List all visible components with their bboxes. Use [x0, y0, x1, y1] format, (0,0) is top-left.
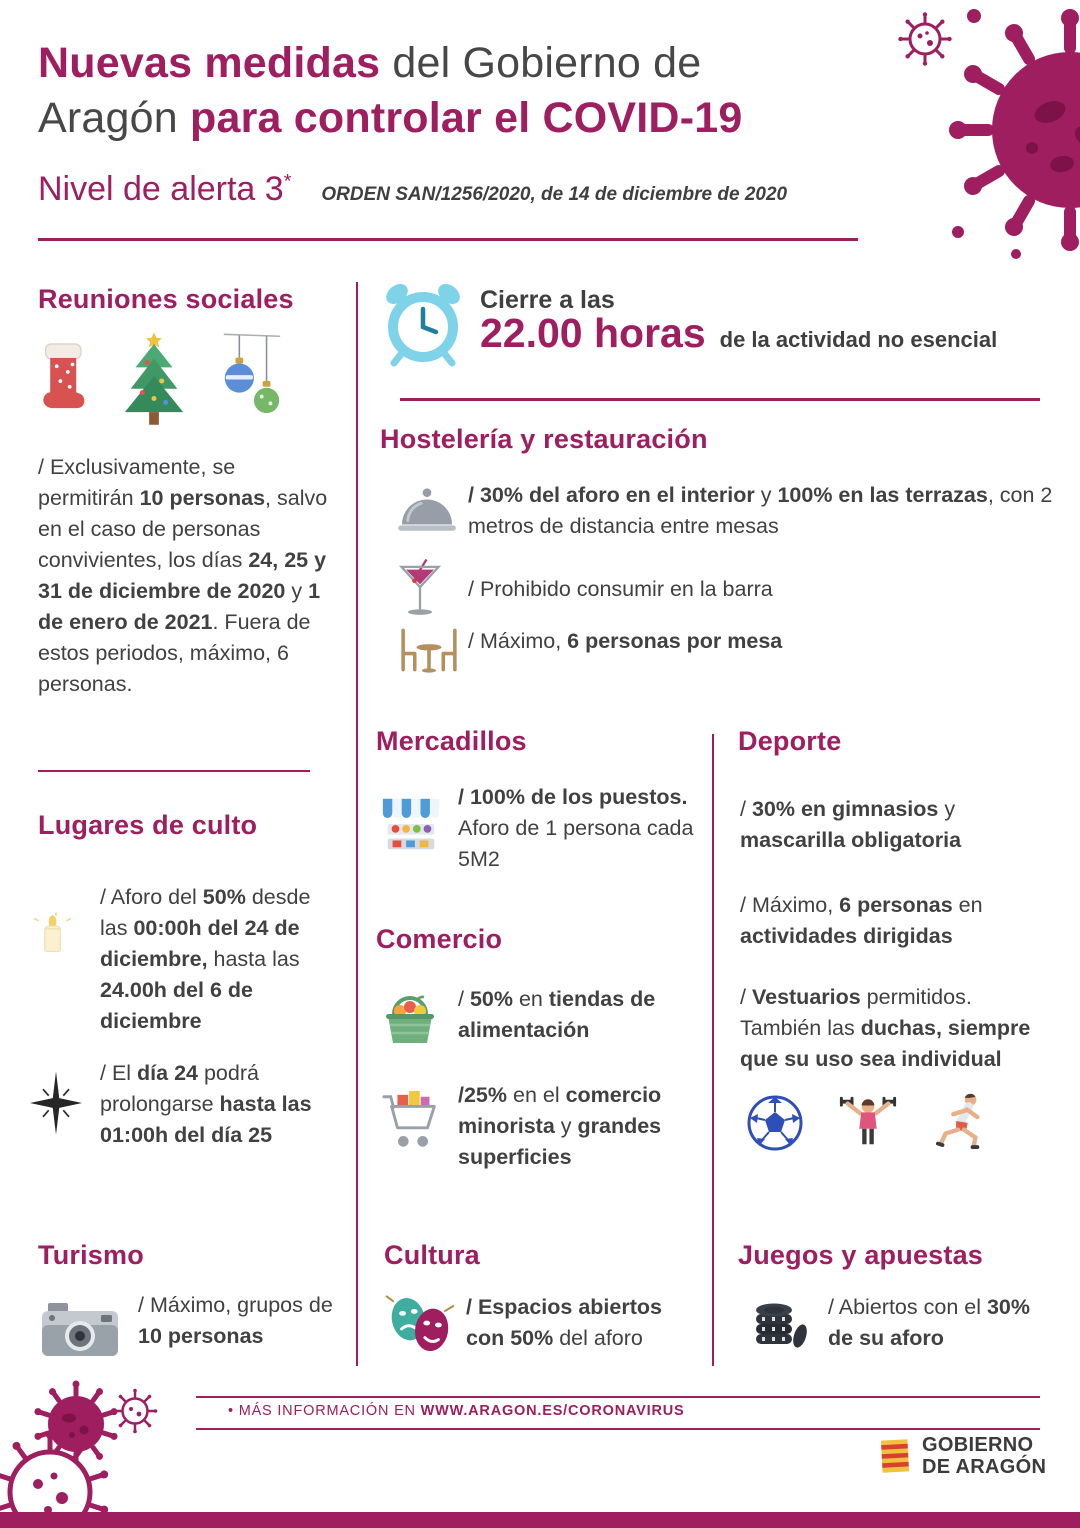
- culto-item-2: [30, 1058, 342, 1151]
- weightlifter-icon: [838, 1092, 898, 1152]
- large-virus-icon: [938, 0, 1080, 282]
- candle-icon: [30, 908, 82, 960]
- logo-line-1: GOBIERNO: [922, 1434, 1034, 1456]
- footer-info: • MÁS INFORMACIÓN EN WWW.ARAGON.ES/CORONAVIRUS: [228, 1403, 685, 1419]
- section-title-hosteleria: Hostelería y restauración: [380, 424, 708, 454]
- soccer-ball-icon: [746, 1094, 804, 1152]
- christmas-icons-row: [40, 330, 286, 430]
- mercadillos-item-text: / 100% de los puestos. Aforo de 1 persona cada 5M2: [458, 785, 694, 871]
- order-reference: ORDEN SAN/1256/2020, de 14 de diciembre de 2020: [321, 184, 788, 205]
- logo-line-2: DE ARAGÓN: [922, 1456, 1047, 1478]
- cultura-item: [384, 1292, 700, 1356]
- camera-icon: [38, 1298, 122, 1360]
- section-title-cultura: Cultura: [384, 1240, 480, 1270]
- logo-text: [922, 1434, 1046, 1478]
- hosteleria-item-2: [396, 556, 1056, 622]
- mercadillos-item: [380, 782, 696, 875]
- hosteleria-item-3: [396, 622, 1056, 676]
- section-title-reuniones: Reuniones sociales: [38, 284, 294, 314]
- hosteleria-item-1: [396, 480, 1056, 542]
- left-divider: [38, 770, 310, 772]
- closure-detail: de la actividad no esencial: [719, 327, 998, 352]
- footer-virus-small-icon: [112, 1388, 158, 1434]
- juegos-item: [748, 1292, 1046, 1354]
- section-title-mercadillos: Mercadillos: [376, 726, 527, 756]
- poker-chips-icon: [748, 1296, 810, 1354]
- sub-vertical-divider: [712, 734, 714, 1366]
- section-title-culto: Lugares de culto: [38, 810, 258, 840]
- aragon-flag-icon: [878, 1435, 912, 1477]
- bottom-accent-bar: [0, 1512, 1080, 1528]
- gobierno-aragon-logo: [878, 1434, 1046, 1478]
- alert-asterisk: *: [283, 170, 292, 193]
- header-divider: [38, 238, 858, 241]
- culto-item-1-text: / Aforo del 50% desde las 00:00h del 24 de diciembre, hasta las 24.00h del 6 de diciembre: [100, 885, 311, 1033]
- section-title-juegos: Juegos y apuestas: [738, 1240, 984, 1270]
- hosteleria-item-2-text: / Prohibido consumir en la barra: [468, 577, 773, 601]
- closure-divider: [400, 398, 1040, 401]
- table-chairs-icon: [396, 624, 462, 676]
- stocking-icon: [40, 336, 92, 430]
- section-title-deporte: Deporte: [738, 726, 842, 756]
- alarm-clock-icon: [380, 281, 466, 367]
- cloche-icon: [396, 486, 458, 536]
- culto-item-2-text: / El día 24 podrá prolongarse hasta las 01:00h del día 25: [100, 1061, 312, 1147]
- reuniones-body: / Exclusivamente, se permitirán 10 personas, salvo en el caso de personas convivientes, los días 24, 25 y 31 de diciembre de 2020 y 1 de enero de 2021. Fuera de estos periodos, máximo, 6 personas.: [38, 455, 328, 696]
- comercio-item-1-text: / 50% en tiendas de alimentación: [458, 987, 656, 1042]
- alert-level: [38, 170, 291, 209]
- section-title-turismo: Turismo: [38, 1240, 144, 1270]
- sparkle-icon: [30, 1070, 82, 1136]
- hosteleria-item-1-text: / 30% del aforo en el interior y 100% en las terrazas, con 2 metros de distancia entre mesas: [468, 483, 1053, 538]
- deporte-item-2: / Máximo, 6 personas en actividades dirigidas: [740, 893, 983, 948]
- turismo-item: [38, 1290, 338, 1360]
- hosteleria-item-3-text: / Máximo, 6 personas por mesa: [468, 629, 783, 653]
- shopping-cart-icon: [380, 1088, 444, 1154]
- sport-icons-row: [746, 1090, 988, 1152]
- cocktail-icon: [396, 556, 444, 622]
- comercio-item-1: [380, 984, 696, 1048]
- page-title: Nuevas medidas del Gobierno de Aragón para controlar el COVID-19: [38, 39, 743, 143]
- footer-divider-bottom: [196, 1428, 1040, 1430]
- christmas-tree-icon: [118, 330, 190, 430]
- baubles-icon: [216, 330, 286, 430]
- closure-line: [480, 310, 1044, 357]
- culto-item-1: [30, 882, 342, 1037]
- footer-divider-top: [196, 1396, 1040, 1398]
- comercio-item-2-text: /25% en el comercio minorista y grandes superficies: [458, 1083, 662, 1169]
- turismo-item-text: / Máximo, grupos de 10 personas: [138, 1293, 333, 1348]
- alert-level-text: Nivel de alerta 3: [38, 170, 284, 208]
- cultura-item-text: / Espacios abiertos con 50% del aforo: [466, 1295, 662, 1350]
- deporte-item-1: / 30% en gimnasios y mascarilla obligatoria: [740, 797, 962, 852]
- runner-icon: [932, 1090, 988, 1152]
- closure-intro: Cierre a las: [480, 286, 615, 314]
- theater-masks-icon: [384, 1294, 456, 1356]
- market-stall-icon: [380, 792, 442, 856]
- alert-row: [38, 170, 787, 209]
- juegos-item-text: / Abiertos con el 30% de su aforo: [828, 1295, 1030, 1350]
- section-title-comercio: Comercio: [376, 924, 503, 954]
- closure-time: 22.00 horas: [480, 310, 706, 356]
- main-vertical-divider: [356, 282, 358, 1366]
- comercio-item-2: [380, 1080, 698, 1173]
- deporte-item-3: / Vestuarios permitidos. También las duchas, siempre que su uso sea individual: [740, 985, 1031, 1071]
- grocery-basket-icon: [380, 988, 440, 1048]
